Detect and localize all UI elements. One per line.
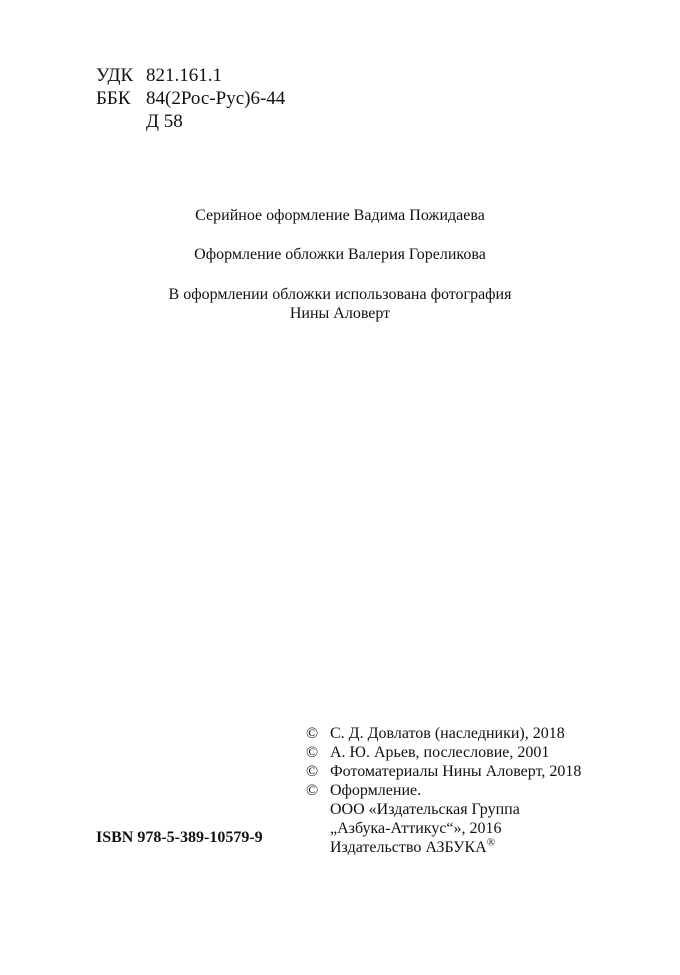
copyright-sign: © xyxy=(306,782,319,799)
copyright-text: Фотоматериалы Нины Аловерт, 2018 xyxy=(330,763,582,780)
copyright-row-2 xyxy=(306,743,581,762)
series-design-text: Серийное оформление Вадима Пожидаева xyxy=(195,207,485,224)
copyright-sign: © xyxy=(306,725,319,742)
copyright-text: С. Д. Довлатов (наследники), 2018 xyxy=(330,725,565,742)
author-mark: Д 58 xyxy=(146,111,183,132)
copyright-block xyxy=(306,724,581,857)
cover-photo-credit xyxy=(0,285,680,323)
cover-photo-line-2: Нины Аловерт xyxy=(289,305,391,322)
bbk-value: 84(2Рос-Рус)6-44 xyxy=(146,88,286,109)
copyright-row-1 xyxy=(306,724,581,743)
publisher-name: Издательство АЗБУКА xyxy=(330,839,487,856)
copyright-sign: © xyxy=(306,744,319,761)
copyright-text: Оформление. xyxy=(330,782,422,799)
copyright-row-4 xyxy=(306,781,581,800)
udk-row xyxy=(96,64,285,87)
classification-block xyxy=(96,64,285,133)
cover-photo-line-1: В оформлении обложки использована фотография xyxy=(168,286,512,303)
copyright-continuation: „Азбука-Аттикус“», 2016 xyxy=(330,820,502,837)
series-design-credit xyxy=(0,206,680,225)
isbn: ISBN 978-5-389-10579-9 xyxy=(96,829,263,846)
copyright-sign: © xyxy=(306,763,319,780)
udk-label: УДК xyxy=(96,65,134,86)
bbk-label: ББК xyxy=(96,88,131,109)
cover-design-credit xyxy=(0,245,680,264)
registered-mark: ® xyxy=(486,836,496,849)
bbk-row xyxy=(96,87,285,110)
copyright-continuation: ООО «Издательская Группа xyxy=(330,801,520,818)
copyright-text: А. Ю. Арьев, послесловие, 2001 xyxy=(330,744,550,761)
copyright-publisher xyxy=(306,838,581,857)
copyright-row-3 xyxy=(306,762,581,781)
udk-value: 821.161.1 xyxy=(146,65,222,86)
author-mark-row xyxy=(96,110,285,133)
cover-design-text: Оформление обложки Валерия Гореликова xyxy=(194,246,486,263)
